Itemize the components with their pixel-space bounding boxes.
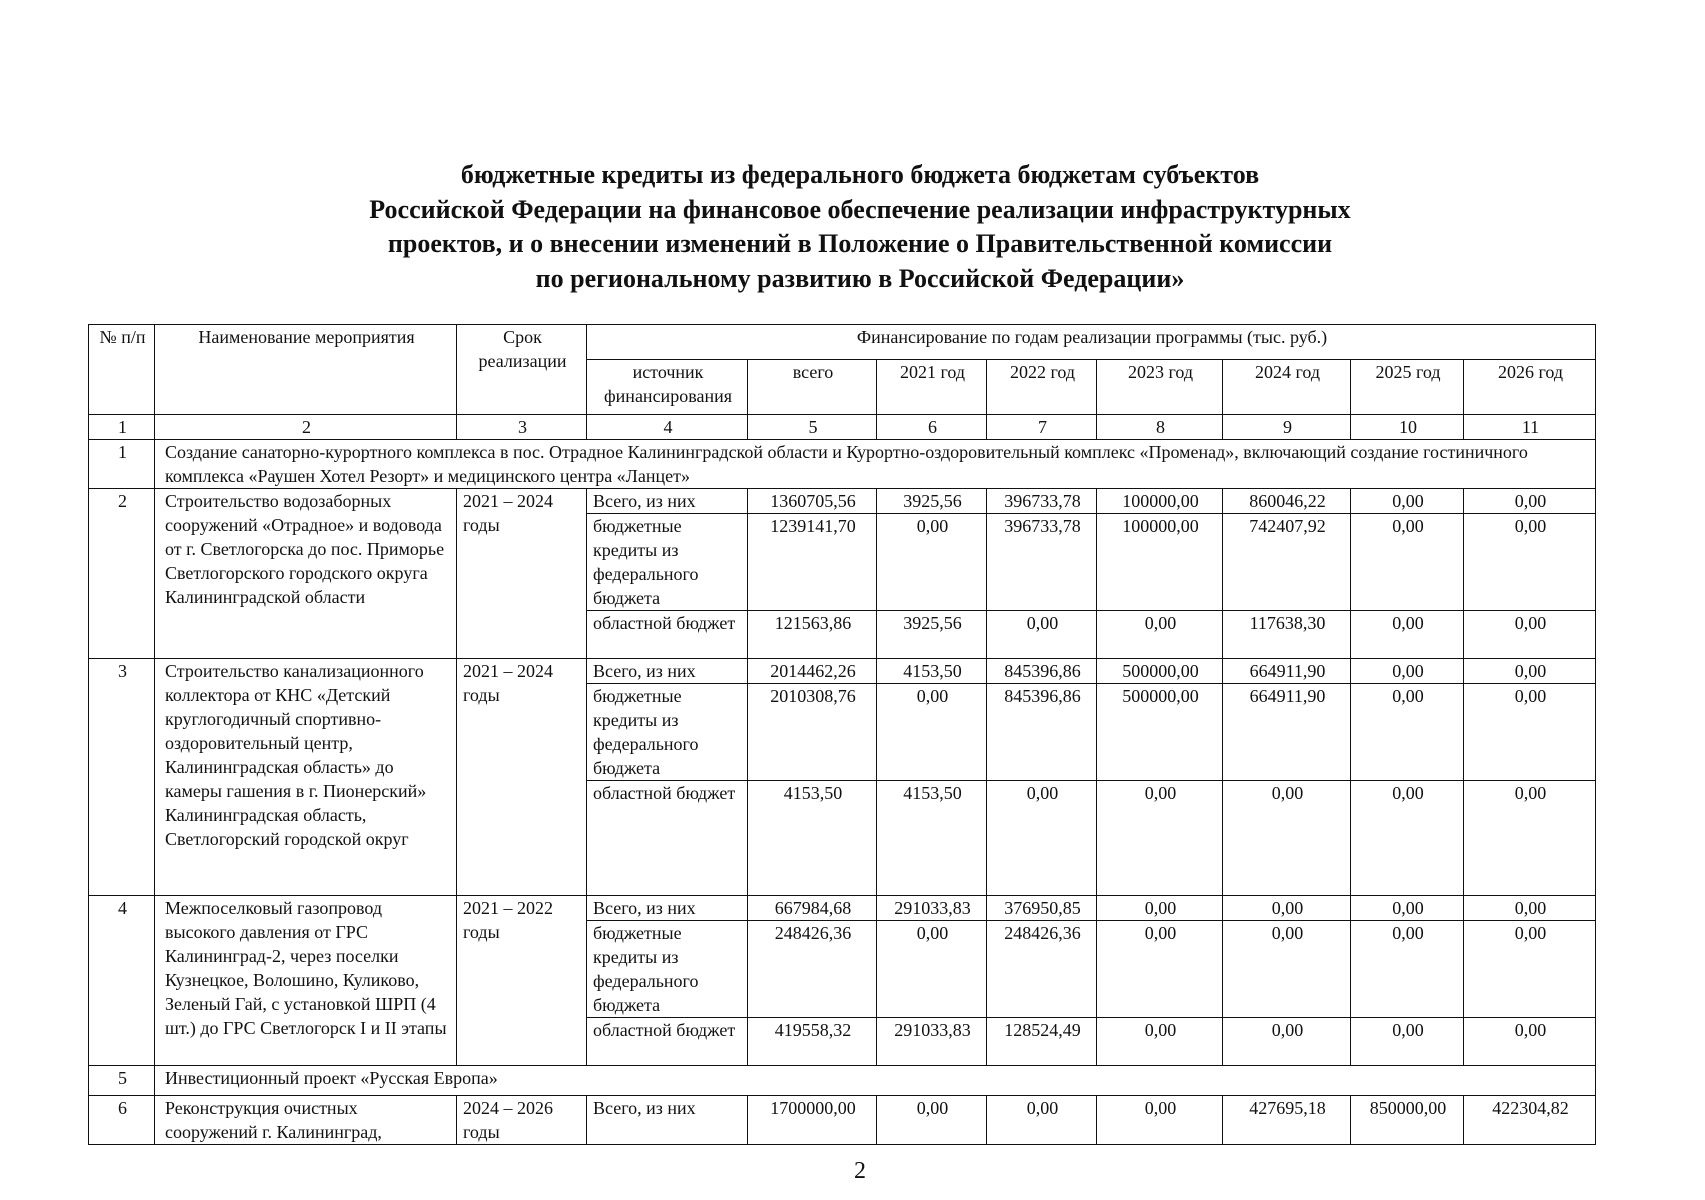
value-2023: 0,00 <box>1097 921 1223 1018</box>
col-number: 4 <box>587 415 748 440</box>
event-name: Межпоселковый газопровод высокого давления от ГРС Калининград-2, через поселки Кузнецкое, Волошино, Куликово, Зеленый Гай, с установкой ШРП (4 шт.) до ГРС Светлогорск I и II этапы <box>155 896 457 1066</box>
table-header-row <box>89 325 1596 360</box>
value-2022: 0,00 <box>987 781 1097 896</box>
value-2021: 4153,50 <box>877 781 987 896</box>
title-line: проектов, и о внесении изменений в Положение о Правительственной комиссии <box>387 229 1333 258</box>
value-2025: 0,00 <box>1351 611 1464 659</box>
value-2021: 0,00 <box>877 921 987 1018</box>
col-number: 5 <box>748 415 877 440</box>
header-2025: 2025 год <box>1351 360 1464 415</box>
value-2025: 0,00 <box>1351 1018 1464 1066</box>
value-2026: 0,00 <box>1464 921 1596 1018</box>
header-2026: 2026 год <box>1464 360 1596 415</box>
value-2023: 0,00 <box>1097 611 1223 659</box>
value-2025: 0,00 <box>1351 781 1464 896</box>
header-2022: 2022 год <box>987 360 1097 415</box>
header-num: № п/п <box>89 325 155 415</box>
value-2025: 0,00 <box>1351 684 1464 781</box>
page-number: 2 <box>854 1158 866 1184</box>
value-2021: 4153,50 <box>877 659 987 684</box>
funding-source: областной бюджет <box>587 781 748 896</box>
value-2024: 0,00 <box>1223 896 1351 921</box>
col-number: 11 <box>1464 415 1596 440</box>
header-total: всего <box>748 360 877 415</box>
value-2021: 3925,56 <box>877 611 987 659</box>
row-number: 6 <box>89 1096 155 1145</box>
value-total: 4153,50 <box>748 781 877 896</box>
value-2026: 0,00 <box>1464 781 1596 896</box>
value-2025: 0,00 <box>1351 514 1464 611</box>
value-2021: 0,00 <box>877 1096 987 1145</box>
value-2025: 0,00 <box>1351 896 1464 921</box>
event-term: 2021 – 2024 годы <box>457 659 587 896</box>
value-2026: 0,00 <box>1464 659 1596 684</box>
value-2025: 0,00 <box>1351 921 1464 1018</box>
value-2021: 3925,56 <box>877 489 987 514</box>
value-2026: 0,00 <box>1464 684 1596 781</box>
value-2024: 117638,30 <box>1223 611 1351 659</box>
table-row <box>89 659 1596 684</box>
funding-source: областной бюджет <box>587 611 748 659</box>
funding-source: бюджетные кредиты из федерального бюджета <box>587 684 748 781</box>
title-line: бюджетные кредиты из федерального бюджета бюджетам субъектов <box>460 160 1260 189</box>
value-total: 1360705,56 <box>748 489 877 514</box>
value-2026: 0,00 <box>1464 1018 1596 1066</box>
funding-source: Всего, из них <box>587 659 748 684</box>
financing-table <box>88 324 1596 1145</box>
event-name: Строительство водозаборных сооружений «Отрадное» и водовода от г. Светлогорска до пос. Приморье Светлогорского городского округа Калининградской области <box>155 489 457 659</box>
col-number: 2 <box>155 415 457 440</box>
value-2024: 860046,22 <box>1223 489 1351 514</box>
value-2024: 664911,90 <box>1223 659 1351 684</box>
value-2023: 100000,00 <box>1097 489 1223 514</box>
value-2021: 0,00 <box>877 684 987 781</box>
header-2023: 2023 год <box>1097 360 1223 415</box>
funding-source: бюджетные кредиты из федерального бюджета <box>587 921 748 1018</box>
value-total: 2010308,76 <box>748 684 877 781</box>
value-total: 1700000,00 <box>748 1096 877 1145</box>
col-number: 3 <box>457 415 587 440</box>
row-number: 1 <box>89 440 155 489</box>
value-2022: 845396,86 <box>987 659 1097 684</box>
event-term: 2021 – 2024 годы <box>457 489 587 659</box>
header-2021: 2021 год <box>877 360 987 415</box>
table-row <box>89 440 1596 489</box>
value-2023: 100000,00 <box>1097 514 1223 611</box>
value-2022: 396733,78 <box>987 514 1097 611</box>
row-number: 2 <box>89 489 155 659</box>
value-total: 2014462,26 <box>748 659 877 684</box>
col-number: 6 <box>877 415 987 440</box>
value-2026: 0,00 <box>1464 896 1596 921</box>
header-financing: Финансирование по годам реализации программы (тыс. руб.) <box>587 325 1596 360</box>
event-name: Строительство канализационного коллектора от КНС «Детский круглогодичный спортивно-оздоровительный центр, Калининградская область» до камеры гашения в г. Пионерский» Калининградская область, Светлогорский городской округ <box>155 659 457 896</box>
row-number: 3 <box>89 659 155 896</box>
value-2021: 291033,83 <box>877 896 987 921</box>
value-2026: 0,00 <box>1464 514 1596 611</box>
value-2021: 0,00 <box>877 514 987 611</box>
document-title <box>0 158 1705 296</box>
value-total: 1239141,70 <box>748 514 877 611</box>
col-number: 1 <box>89 415 155 440</box>
value-2023: 0,00 <box>1097 1096 1223 1145</box>
header-2024: 2024 год <box>1223 360 1351 415</box>
value-total: 121563,86 <box>748 611 877 659</box>
table-row <box>89 1096 1596 1145</box>
funding-source: областной бюджет <box>587 1018 748 1066</box>
value-2026: 0,00 <box>1464 489 1596 514</box>
value-2026: 0,00 <box>1464 611 1596 659</box>
value-2022: 0,00 <box>987 1096 1097 1145</box>
value-2024: 0,00 <box>1223 781 1351 896</box>
value-2026: 422304,82 <box>1464 1096 1596 1145</box>
value-2024: 664911,90 <box>1223 684 1351 781</box>
row-number: 4 <box>89 896 155 1066</box>
header-name: Наименование мероприятия <box>155 325 457 415</box>
value-2022: 248426,36 <box>987 921 1097 1018</box>
title-line: Российской Федерации на финансовое обеспечение реализации инфраструктурных <box>369 194 1351 224</box>
value-2023: 500000,00 <box>1097 659 1223 684</box>
value-2022: 0,00 <box>987 611 1097 659</box>
value-2023: 0,00 <box>1097 896 1223 921</box>
header-source: источник финансирования <box>587 360 748 415</box>
col-number: 10 <box>1351 415 1464 440</box>
table-row <box>89 489 1596 514</box>
value-2025: 850000,00 <box>1351 1096 1464 1145</box>
funding-source: Всего, из них <box>587 489 748 514</box>
event-term: 2021 – 2022 годы <box>457 896 587 1066</box>
event-term: 2024 – 2026 годы <box>457 1096 587 1145</box>
title-line: по региональному развитию в Российской Федерации» <box>535 263 1185 293</box>
value-2024: 742407,92 <box>1223 514 1351 611</box>
col-number: 9 <box>1223 415 1351 440</box>
table-row <box>89 1066 1596 1096</box>
value-2023: 0,00 <box>1097 1018 1223 1066</box>
event-name: Реконструкция очистных сооружений г. Калининград, <box>155 1096 457 1145</box>
funding-source: Всего, из них <box>587 896 748 921</box>
row-number: 5 <box>89 1066 155 1096</box>
section-text: Создание санаторно-курортного комплекса в пос. Отрадное Калининградской области и Курортно-оздоровительный комплекс «Променад», включающий создание гостиничного комплекса «Раушен Хотел Резорт» и медицинского центра «Ланцет» <box>155 440 1596 489</box>
value-total: 248426,36 <box>748 921 877 1018</box>
value-2022: 376950,85 <box>987 896 1097 921</box>
table-row <box>89 896 1596 921</box>
value-2023: 0,00 <box>1097 781 1223 896</box>
column-number-row <box>89 415 1596 440</box>
value-total: 667984,68 <box>748 896 877 921</box>
value-2022: 845396,86 <box>987 684 1097 781</box>
value-2023: 500000,00 <box>1097 684 1223 781</box>
funding-source: бюджетные кредиты из федерального бюджета <box>587 514 748 611</box>
value-total: 419558,32 <box>748 1018 877 1066</box>
funding-source: Всего, из них <box>587 1096 748 1145</box>
header-term: Срок реализации <box>457 325 587 415</box>
section-text: Инвестиционный проект «Русская Европа» <box>155 1066 1596 1096</box>
value-2025: 0,00 <box>1351 489 1464 514</box>
value-2024: 0,00 <box>1223 1018 1351 1066</box>
value-2024: 427695,18 <box>1223 1096 1351 1145</box>
col-number: 8 <box>1097 415 1223 440</box>
value-2021: 291033,83 <box>877 1018 987 1066</box>
value-2024: 0,00 <box>1223 921 1351 1018</box>
col-number: 7 <box>987 415 1097 440</box>
value-2022: 396733,78 <box>987 489 1097 514</box>
value-2025: 0,00 <box>1351 659 1464 684</box>
value-2022: 128524,49 <box>987 1018 1097 1066</box>
